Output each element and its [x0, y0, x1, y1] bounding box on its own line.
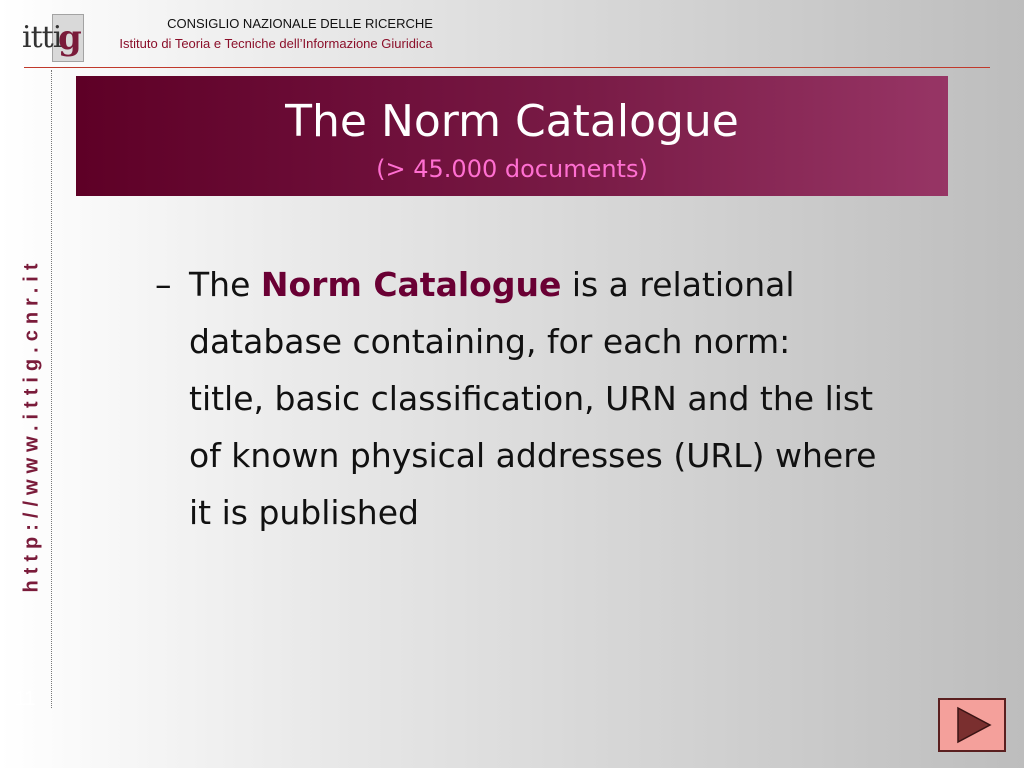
- text-suffix: is a relational: [561, 265, 795, 304]
- ittig-logo: [18, 10, 84, 64]
- slide-number: 11: [14, 688, 36, 710]
- highlight-term: Norm Catalogue: [260, 265, 562, 304]
- bullet-line-1: [155, 256, 945, 313]
- next-slide-button[interactable]: [938, 698, 1006, 752]
- bullet-line-3: title, basic classification, URN and the list: [189, 379, 874, 418]
- sidebar-url: http://www.ittig.cnr.it: [20, 257, 43, 593]
- bullet-paragraph: [155, 256, 945, 541]
- header-divider: [24, 67, 990, 68]
- logo-text-g: g: [58, 18, 81, 58]
- bullet-line-5: it is published: [189, 493, 419, 532]
- slide-title: The Norm Catalogue: [285, 96, 739, 147]
- bullet-line-2: database containing, for each norm:: [189, 322, 791, 361]
- bullet-line-4: of known physical addresses (URL) where: [189, 436, 877, 475]
- slide-subtitle: (> 45.000 documents): [376, 155, 648, 183]
- institute-name: Istituto di Teoria e Tecniche dell’Informazione Giuridica: [119, 36, 433, 51]
- sidebar-divider: [51, 70, 52, 708]
- text-prefix: The: [189, 265, 261, 304]
- play-triangle-icon: [954, 706, 994, 744]
- org-name: CONSIGLIO NAZIONALE DELLE RICERCHE: [167, 16, 433, 31]
- logo-text-itti: itti: [22, 20, 62, 55]
- title-banner: [76, 76, 948, 196]
- dash-bullet: –: [155, 265, 172, 304]
